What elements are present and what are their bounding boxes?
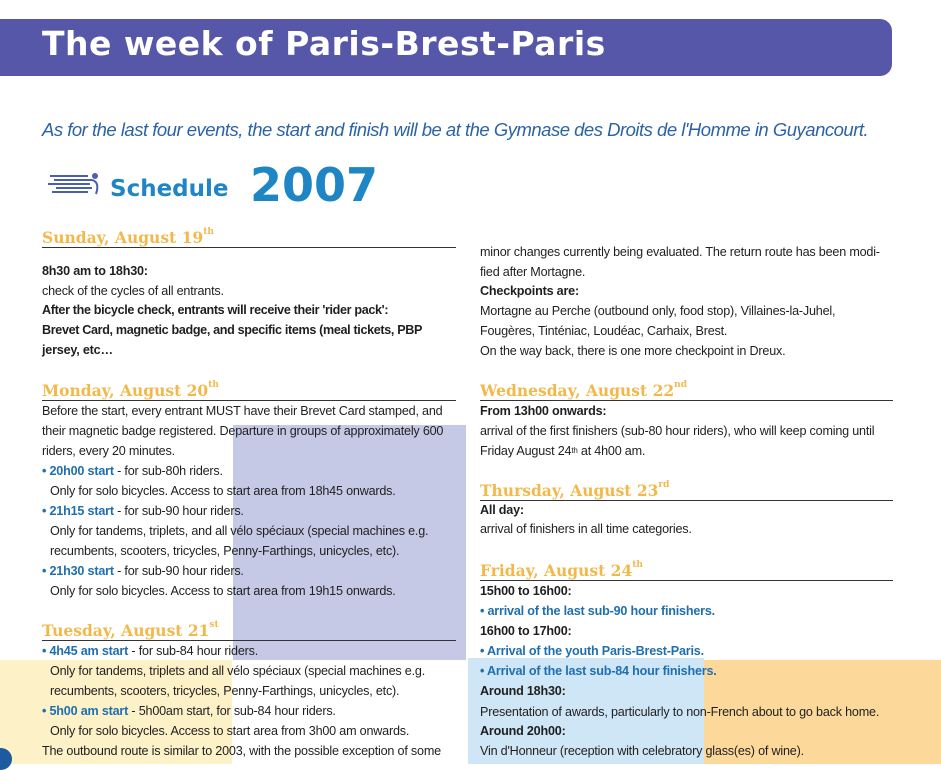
monday-start-3: • 21h30 start - for sub-90 hour riders.: [42, 564, 244, 578]
speed-lines-icon: [48, 168, 104, 196]
schedule-year: 2007: [250, 158, 379, 212]
sunday-heading: Sunday, August 19th: [42, 227, 214, 247]
friday-time-1: 15h00 to 16h00:: [480, 584, 572, 598]
monday-line-2: their magnetic badge registered. Departure in groups of approximately 600: [42, 424, 444, 438]
monday-line-1: Before the start, every entrant MUST have their Brevet Card stamped, and: [42, 404, 443, 418]
monday-start-2: • 21h15 start - for sub-90 hour riders.: [42, 504, 244, 518]
tuesday-heading: Tuesday, August 21st: [42, 620, 219, 640]
tuesday-route-line: The outbound route is similar to 2003, with the possible exception of some: [42, 744, 441, 758]
tuesday-start-2: • 5h00 am start - 5h00am start, for sub-84 hour riders.: [42, 704, 336, 718]
friday-event-3: • Arrival of the last sub-84 hour finishers.: [480, 664, 717, 678]
checkpoints-label: Checkpoints are:: [480, 284, 579, 298]
tuesday-start-1-note-2: recumbents, scooters, tricycles, Penny-Farthings, unicycles, etc).: [50, 684, 400, 698]
monday-start-3-note: Only for solo bicycles. Access to start area from 19h15 onwards.: [50, 584, 396, 598]
page-subtitle: As for the last four events, the start and finish will be at the Gymnase des Droits de l'Homme in Guyancourt.: [42, 119, 869, 140]
thursday-line-1: arrival of finishers in all time categories.: [480, 522, 692, 536]
monday-heading: Monday, August 20th: [42, 380, 219, 400]
thursday-heading: Thursday, August 23rd: [480, 480, 670, 500]
friday-event-2: • Arrival of the youth Paris-Brest-Paris.: [480, 644, 704, 658]
friday-time-2: 16h00 to 17h00:: [480, 624, 572, 638]
checkpoints-line-2: Fougères, Tinténiac, Loudéac, Carhaix, Brest.: [480, 324, 728, 338]
thursday-rule: [480, 500, 893, 501]
wednesday-line-1: arrival of the first finishers (sub-80 hour riders), who will keep coming until: [480, 424, 875, 438]
friday-line-2: Vin d'Honneur (reception with celebratory glass(es) of wine).: [480, 744, 804, 758]
monday-start-1-note: Only for solo bicycles. Access to start area from 18h45 onwards.: [50, 484, 396, 498]
checkpoints-line-3: On the way back, there is one more checkpoint in Dreux.: [480, 344, 786, 358]
monday-start-2-note-2: recumbents, scooters, tricycles, Penny-Farthings, unicycles, etc).: [50, 544, 400, 558]
tuesday-start-1-note-1: Only for tandems, triplets and all vélo spéciaux (special machines e.g.: [50, 664, 425, 678]
sunday-line-1: check of the cycles of all entrants.: [42, 284, 224, 298]
wednesday-heading: Wednesday, August 22nd: [480, 380, 687, 400]
wednesday-time: From 13h00 onwards:: [480, 404, 607, 418]
checkpoints-line-1: Mortagne au Perche (outbound only, food stop), Villaines-la-Juhel,: [480, 304, 836, 318]
sunday-line-2: After the bicycle check, entrants will receive their 'rider pack':: [42, 303, 389, 317]
friday-event-1: • arrival of the last sub-90 hour finishers.: [480, 604, 715, 618]
monday-start-1: • 20h00 start - for sub-80h riders.: [42, 464, 223, 478]
monday-start-2-note-1: Only for tandems, triplets, and all vélo spéciaux (special machines e.g.: [50, 524, 429, 538]
friday-heading: Friday, August 24th: [480, 560, 643, 580]
tuesday-start-2-note: Only for solo bicycles. Access to start area from 3h00 am onwards.: [50, 724, 410, 738]
sunday-rule: [42, 247, 456, 248]
monday-line-3: riders, every 20 minutes.: [42, 444, 175, 458]
friday-line-1: Presentation of awards, particularly to non-French about to go back home.: [480, 705, 880, 719]
friday-time-4: Around 20h00:: [480, 724, 566, 738]
sunday-time: 8h30 am to 18h30:: [42, 264, 148, 278]
route-line-1: minor changes currently being evaluated. The return route has been modi-: [480, 245, 880, 259]
thursday-time: All day:: [480, 503, 524, 517]
sunday-line-3: Brevet Card, magnetic badge, and specific items (meal tickets, PBP: [42, 323, 423, 337]
wednesday-line-2: Friday August 24th at 4h00 am.: [480, 444, 646, 458]
sunday-line-4: jersey, etc…: [42, 343, 113, 357]
tuesday-start-1: • 4h45 am start - for sub-84 hour riders.: [42, 644, 259, 658]
page-title: The week of Paris-Brest-Paris: [42, 24, 606, 63]
schedule-label: Schedule: [110, 176, 229, 202]
route-line-2: fied after Mortagne.: [480, 265, 586, 279]
friday-time-3: Around 18h30:: [480, 684, 566, 698]
